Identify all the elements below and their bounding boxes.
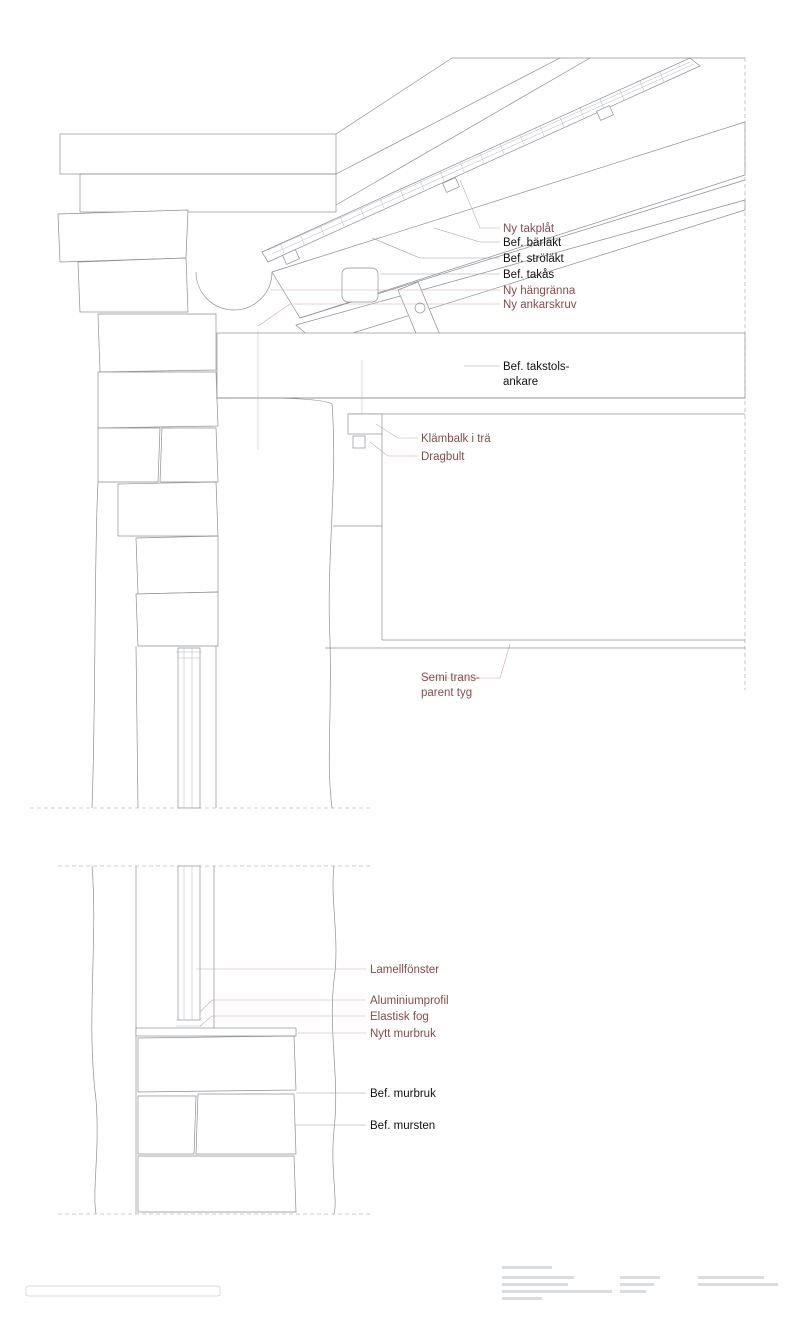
label-aluminiumprofil: Aluminiumprofil — [370, 995, 449, 1007]
label-dragbult: Dragbult — [421, 451, 465, 463]
sill-detail — [58, 866, 370, 1214]
label-bef-barlakt: Bef. bärläkt — [503, 237, 562, 249]
label-ny-takplat: Ny takplåt — [503, 223, 555, 235]
label-bef-takstols-ankare-1: Bef. takstols- — [503, 361, 570, 373]
label-semi-2: parent tyg — [421, 687, 473, 699]
bottom-labels — [370, 964, 449, 1132]
brick-wall-bottom — [138, 1036, 296, 1212]
label-elastisk-fog: Elastisk fog — [370, 1011, 429, 1023]
gutter — [196, 272, 272, 310]
roof-eave-detail — [30, 58, 745, 808]
label-ny-ankarskruv: Ny ankarskruv — [503, 299, 577, 311]
label-nytt-murbruk: Nytt murbruk — [370, 1028, 436, 1040]
label-ny-hangranna: Ny hängränna — [503, 285, 576, 297]
label-bef-strolakt: Bef. ströläkt — [503, 253, 564, 265]
label-bef-mursten: Bef. mursten — [370, 1120, 436, 1132]
label-bef-takas: Bef. takås — [503, 269, 555, 281]
label-klambalk: Klämbalk i trä — [421, 433, 491, 445]
label-bef-takstols-ankare-2: ankare — [503, 376, 539, 388]
label-lamellfonster: Lamellfönster — [370, 964, 440, 976]
title-block — [26, 1266, 778, 1300]
label-bef-murbruk: Bef. murbruk — [370, 1088, 436, 1100]
label-semi-1: Semi trans- — [421, 672, 480, 684]
window-bottom — [176, 866, 202, 1026]
window-top — [176, 648, 202, 808]
